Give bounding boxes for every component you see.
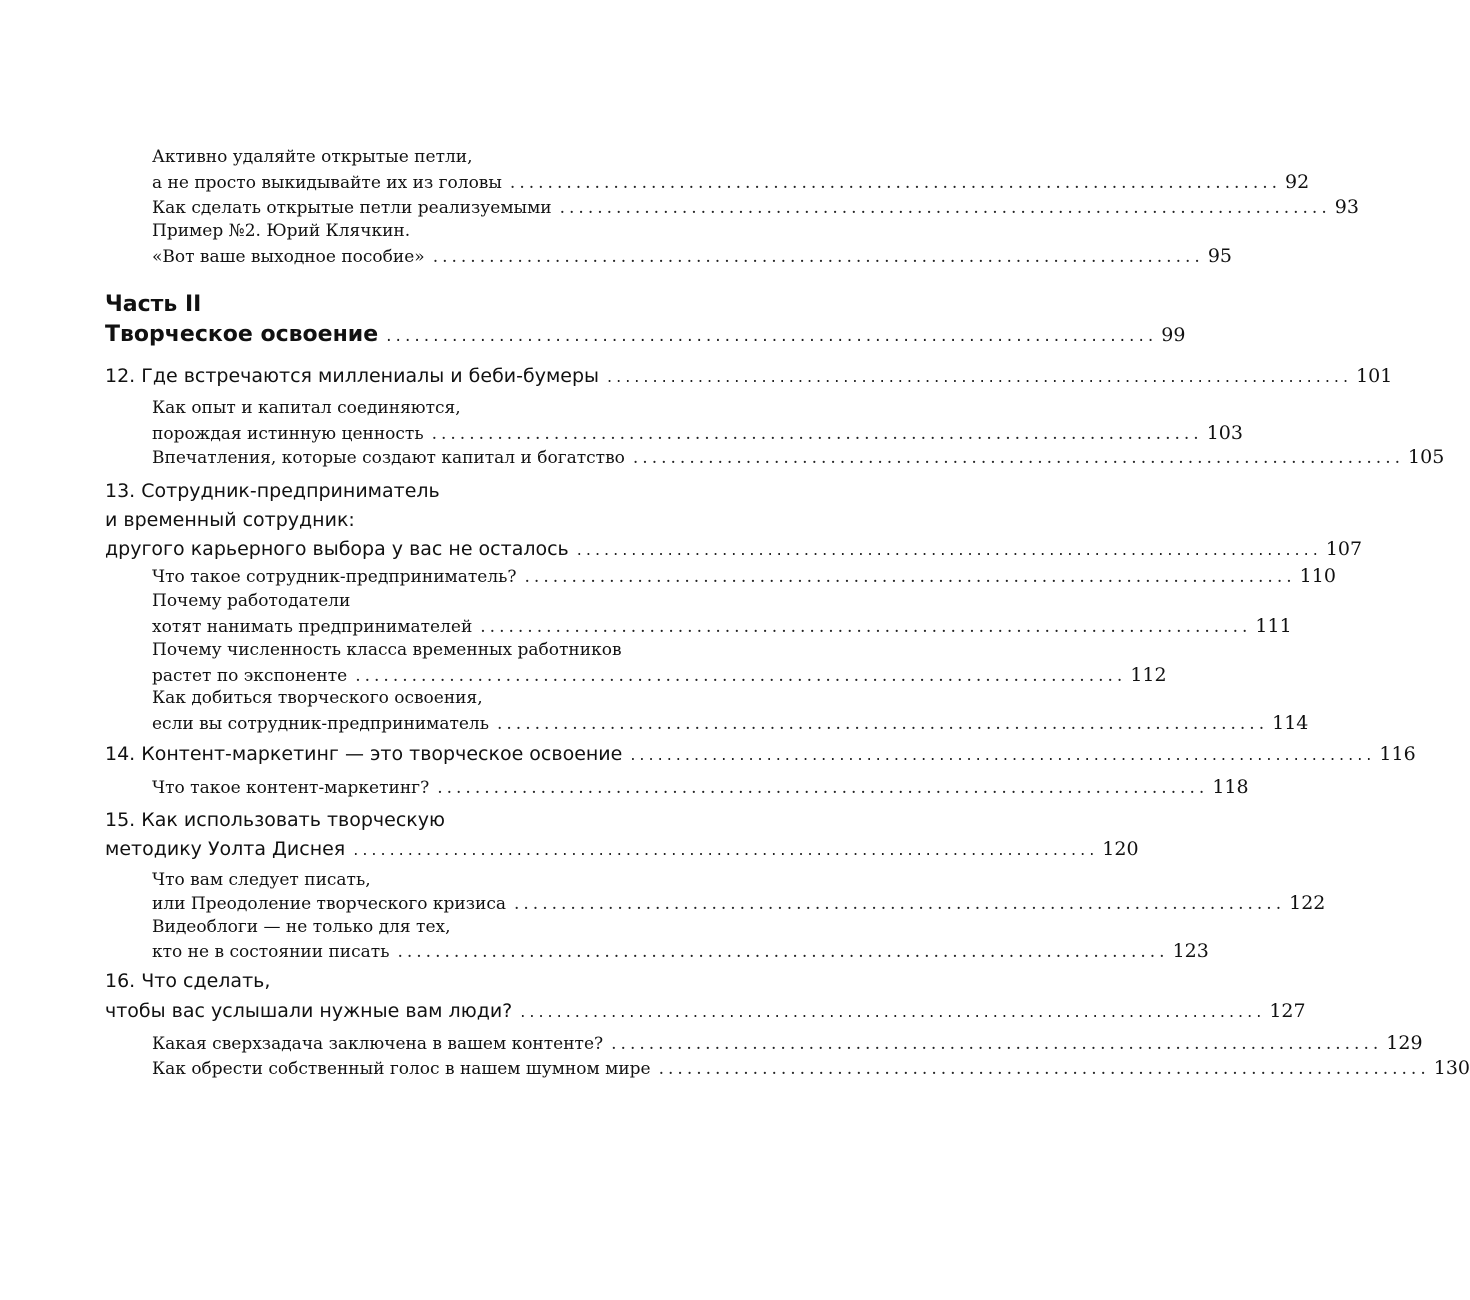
page-number: 120 <box>1102 838 1139 860</box>
dot-leader: .................................................................................. <box>559 198 1331 218</box>
dot-leader: .................................................................................. <box>524 567 1296 587</box>
page-number: 129 <box>1386 1032 1423 1054</box>
toc-entry-line: кто не в состоянии писать <box>152 942 390 962</box>
chapter-title: 12. Где встречаются миллениалы и беби-бумеры <box>105 365 600 387</box>
dot-leader: .................................................................................. <box>607 367 1353 386</box>
dot-leader: .................................................................................. <box>632 448 1405 468</box>
dot-leader: .................................................................................. <box>353 840 1099 859</box>
toc-entry-line: Как обрести собственный голос в нашем шумном мире <box>152 1059 651 1079</box>
toc-entry-line: «Вот ваше выходное пособие» <box>152 247 425 267</box>
page-number: 103 <box>1206 422 1243 444</box>
dot-leader: .................................................................................. <box>520 1002 1266 1021</box>
dot-leader: .................................................................................. <box>432 247 1204 267</box>
page-number: 116 <box>1379 743 1416 765</box>
toc-entry-line: а не просто выкидывайте их из головы <box>152 173 502 193</box>
toc-entry-line: Как добиться творческого освоения, <box>152 688 483 708</box>
dot-leader: .................................................................................. <box>576 540 1322 559</box>
dot-leader: .................................................................................. <box>497 714 1269 734</box>
toc-entry-line: Активно удаляйте открытые петли, <box>152 147 473 167</box>
page-number: 118 <box>1212 776 1249 798</box>
chapter-title: и временный сотрудник: <box>105 509 355 531</box>
toc-entry-line: Почему численность класса временных работников <box>152 640 622 660</box>
page-number: 111 <box>1255 615 1292 637</box>
dot-leader: .................................................................................. <box>480 617 1252 637</box>
page-number: 95 <box>1207 245 1232 267</box>
page-number: 123 <box>1172 940 1209 962</box>
toc-entry-line: Видеоблоги — не только для тех, <box>152 917 451 937</box>
dot-leader: .................................................................................. <box>611 1034 1383 1054</box>
chapter-title: методику Уолта Диснея <box>105 838 346 860</box>
page-number: 92 <box>1285 171 1310 193</box>
toc-entry-line: Впечатления, которые создают капитал и богатство <box>152 448 625 468</box>
toc-entry-line: или Преодоление творческого кризиса <box>152 894 506 914</box>
toc-entry-line: хотят нанимать предпринимателей <box>152 617 473 637</box>
page-number: 93 <box>1334 196 1359 218</box>
page-number: 110 <box>1299 565 1336 587</box>
toc-entry-line: Почему работодатели <box>152 591 351 611</box>
dot-leader: .................................................................................. <box>658 1059 1430 1079</box>
page-number: 99 <box>1161 324 1186 346</box>
chapter-title: 15. Как использовать творческую <box>105 809 445 831</box>
toc-entry-line: Что такое контент-маркетинг? <box>152 778 430 798</box>
toc-entry-line: если вы сотрудник-предприниматель <box>152 714 489 734</box>
dot-leader: .................................................................................. <box>509 173 1282 193</box>
toc-entry-line: Что такое сотрудник-предприниматель? <box>152 567 517 587</box>
page-number: 114 <box>1272 712 1309 734</box>
dot-leader: .................................................................................. <box>437 778 1209 798</box>
toc-entry-line: порождая истинную ценность <box>152 424 424 444</box>
page-number: 107 <box>1325 538 1363 560</box>
toc-entry-line: Какая сверхзадача заключена в вашем контенте? <box>152 1034 604 1054</box>
page-number: 122 <box>1289 892 1326 914</box>
chapter-title: 13. Сотрудник-предприниматель <box>105 480 440 502</box>
page-number: 130 <box>1433 1057 1470 1079</box>
page-number: 127 <box>1269 1000 1306 1022</box>
toc-entry-line: Как сделать открытые петли реализуемыми <box>152 198 552 218</box>
part-title: Творческое освоение <box>105 322 379 347</box>
toc-entry-line: Что вам следует писать, <box>152 870 371 890</box>
toc-entry-line: растет по экспоненте <box>152 666 348 686</box>
toc-entry-line: Пример №2. Юрий Клячкин. <box>152 221 411 241</box>
dot-leader: .................................................................................. <box>397 942 1169 962</box>
chapter-title: 14. Контент-маркетинг — это творческое освоение <box>105 743 623 765</box>
dot-leader: .................................................................................. <box>630 745 1376 764</box>
chapter-title: чтобы вас услышали нужные вам люди? <box>105 1000 513 1022</box>
chapter-title: другого карьерного выбора у вас не осталось <box>105 538 569 560</box>
chapter-title: 16. Что сделать, <box>105 970 271 992</box>
part-label: Часть II <box>105 292 202 317</box>
page-number: 101 <box>1356 365 1393 387</box>
toc-entry-line: Как опыт и капитал соединяются, <box>152 398 461 418</box>
dot-leader: .................................................................................. <box>513 894 1286 914</box>
dot-leader: .................................................................................. <box>355 666 1127 686</box>
dot-leader: .................................................................................. <box>386 326 1158 346</box>
page-number: 112 <box>1130 664 1167 686</box>
page-number: 105 <box>1408 446 1445 468</box>
dot-leader: .................................................................................. <box>431 424 1203 444</box>
